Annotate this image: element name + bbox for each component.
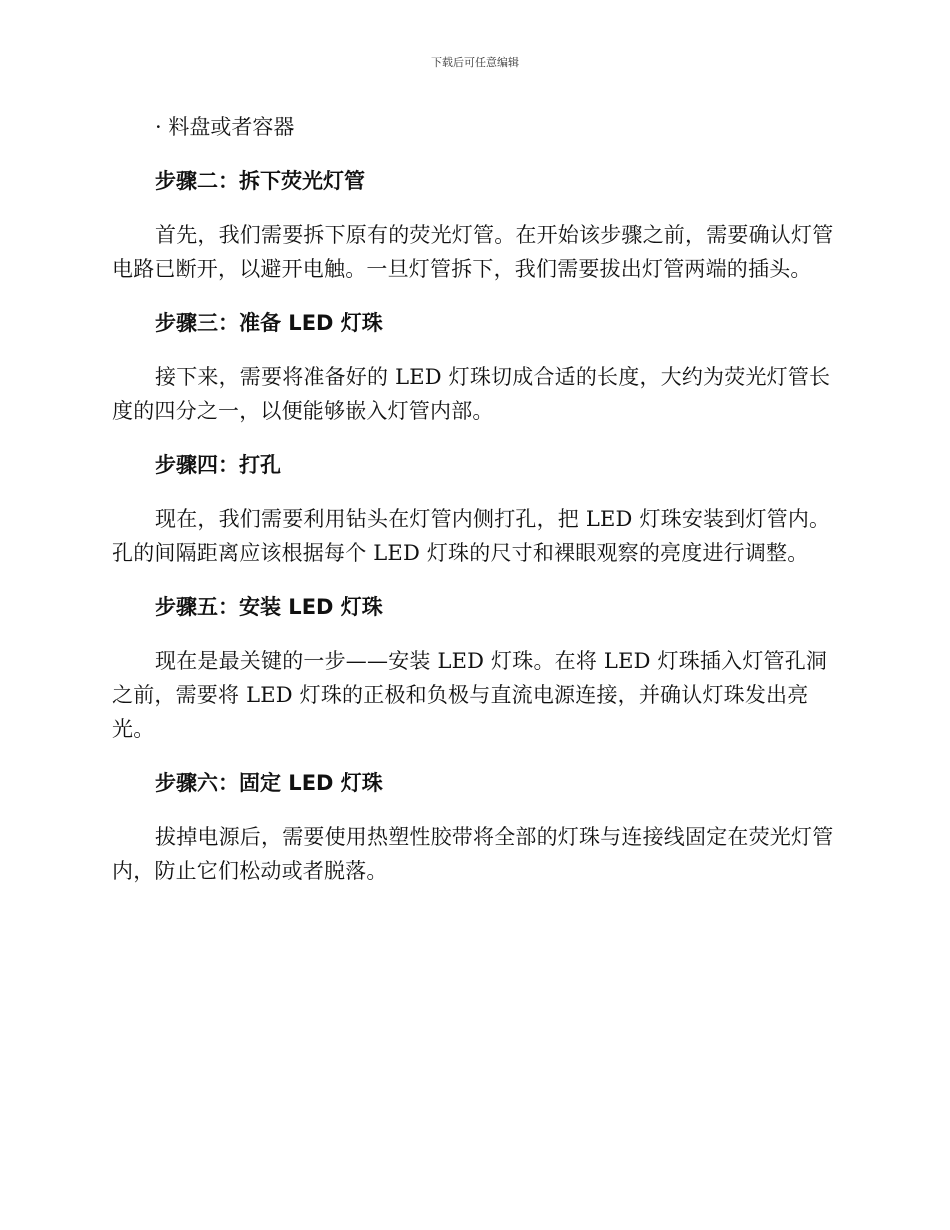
step4-paragraph: 现在，我们需要利用钻头在灯管内侧打孔，把 LED 灯珠安装到灯管内。孔的间隔距离应该根据每个 LED 灯珠的尺寸和裸眼观察的亮度进行调整。	[112, 507, 831, 565]
step6-paragraph: 拔掉电源后，需要使用热塑性胶带将全部的灯珠与连接线固定在荧光灯管内，防止它们松动或者脱落。	[112, 825, 834, 883]
step6-section	[112, 820, 842, 888]
bullet-item-tray: · 料盘或者容器	[155, 115, 295, 139]
step6-heading: 步骤六：固定 LED 灯珠	[155, 771, 383, 795]
step5-section	[112, 644, 842, 746]
step3-section	[112, 360, 842, 428]
step4-section	[112, 502, 842, 570]
document-body	[112, 110, 842, 908]
page-header: 下载后可任意编辑	[431, 56, 519, 69]
step5-heading: 步骤五：安装 LED 灯珠	[155, 595, 383, 619]
step2-heading: 步骤二：拆下荧光灯管	[155, 169, 365, 193]
step2-paragraph: 首先，我们需要拆下原有的荧光灯管。在开始该步骤之前，需要确认灯管电路已断开，以避开电触。一旦灯管拆下，我们需要拔出灯管两端的插头。	[112, 223, 834, 281]
step2-section	[112, 218, 842, 286]
step4-heading: 步骤四：打孔	[155, 453, 281, 477]
step3-heading: 步骤三：准备 LED 灯珠	[155, 311, 383, 335]
step3-paragraph: 接下来，需要将准备好的 LED 灯珠切成合适的长度，大约为荧光灯管长度的四分之一，以便能够嵌入灯管内部。	[112, 365, 831, 423]
step5-paragraph: 现在是最关键的一步——安装 LED 灯珠。在将 LED 灯珠插入灯管孔洞之前，需要将 LED 灯珠的正极和负极与直流电源连接，并确认灯珠发出亮光。	[112, 649, 828, 741]
